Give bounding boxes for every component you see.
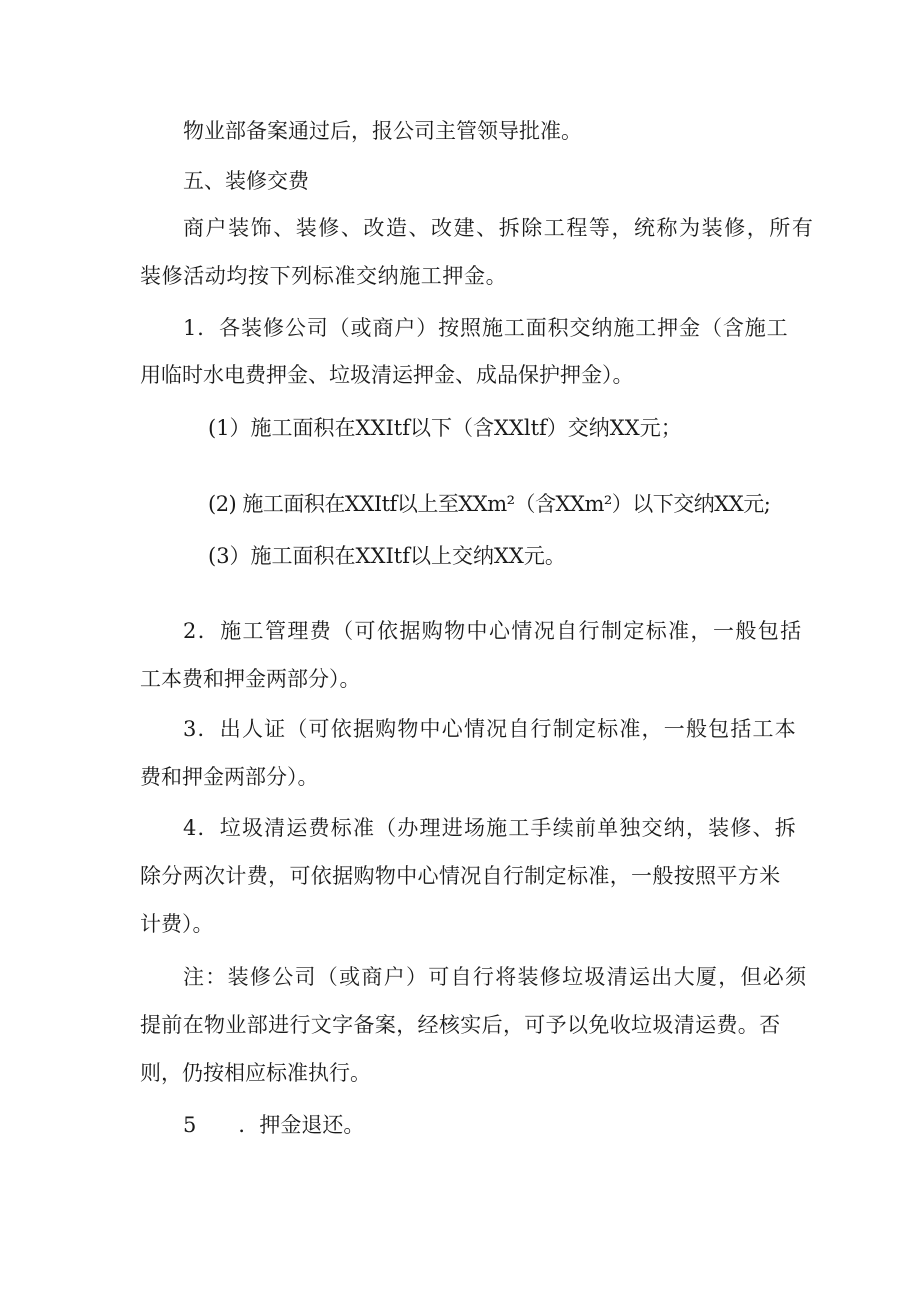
item-2-line-2: 工本费和押金两部分）。 <box>140 667 361 691</box>
item-3-line-1: 3．出人证（可依据购物中心情况自行制定标准，一般包括工本 <box>183 717 797 741</box>
item-3-line-2: 费和押金两部分）。 <box>140 765 319 789</box>
note-line-2: 提前在物业部进行文字备案，经核实后，可予以免收垃圾清运费。否 <box>140 1013 781 1037</box>
item-2-line-1: 2．施工管理费（可依据购物中心情况自行制定标准，一般包括 <box>183 619 803 643</box>
item-1-sub-3: (3）施工面积在XXItf以上交纳XX元。 <box>208 544 566 568</box>
item-4-line-1: 4．垃圾清运费标准（办理进场施工手续前单独交纳，装修、拆 <box>183 816 797 840</box>
item-1-line-1: 1．各装修公司（或商户）按照施工面积交纳施工押金（含施工 <box>183 316 789 340</box>
item-1-sub-1: (1）施工面积在XXItf以下（含XXltf）交纳XX元； <box>208 416 682 440</box>
item-1-sub-2: (2) 施工面积在XXItf以上至XXm²（含XXm²）以下交纳XX元; <box>208 492 771 516</box>
paragraph-approval-tail: 物业部备案通过后，报公司主管领导批准。 <box>183 119 582 143</box>
item-5: 5 ．押金退还。 <box>183 1113 365 1137</box>
item-1-line-2: 用临时水电费押金、垃圾清运押金、成品保护押金）。 <box>140 363 634 387</box>
section-five-heading: 五、装修交费 <box>183 169 309 193</box>
item-4-line-2: 除分两次计费，可依据购物中心情况自行制定标准，一般按照平方米 <box>140 864 781 888</box>
paragraph-intro-line-1: 商户装饰、装修、改造、改建、拆除工程等，统称为装修，所有 <box>183 216 815 240</box>
note-line-3: 则，仍按相应标准执行。 <box>140 1061 371 1085</box>
paragraph-intro-line-2: 装修活动均按下列标准交纳施工押金。 <box>140 264 508 288</box>
item-4-line-3: 计费）。 <box>140 912 214 936</box>
note-line-1: 注：装修公司（或商户）可自行将装修垃圾清运出大厦，但必须 <box>183 965 808 989</box>
